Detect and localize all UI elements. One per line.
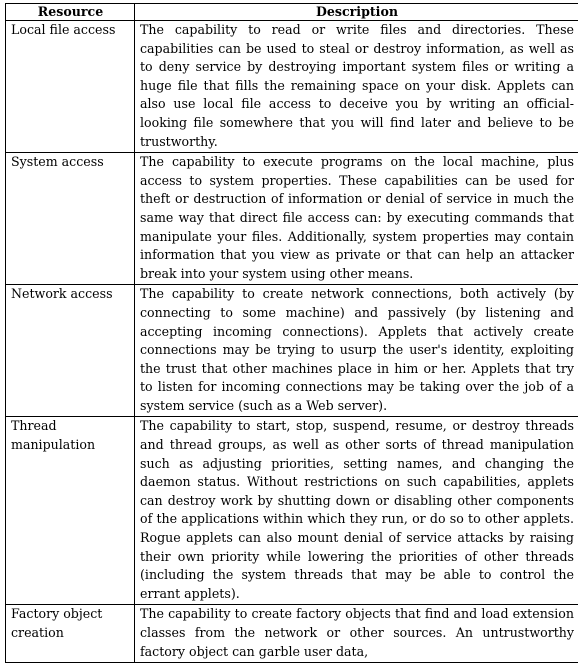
header-description: Description [135, 4, 579, 21]
resource-cell: Factory object creation [6, 605, 135, 663]
table-row [6, 605, 579, 663]
table-header-row [6, 4, 579, 21]
resource-cell: System access [6, 153, 135, 285]
table-row [6, 285, 579, 417]
description-cell: The capability to start, stop, suspend, resume, or destroy threads and thread groups, as well as other sorts of thread manipulation such as adjusting priorities, setting names, and changing the daemon status. Without restrictions on such capabilities, applets can destroy work by shutting down or disabling other components of the applications within which they run, or do so to other applets. Rogue applets can also mount denial of service attacks by raising their own priority while lowering the priorities of other threads (including the system threads that may be able to control the errant applets). [135, 417, 579, 605]
document-page [5, 3, 578, 666]
resource-table [5, 3, 578, 663]
table-row [6, 417, 579, 605]
table-row [6, 21, 579, 153]
table-row [6, 153, 579, 285]
resource-cell: Local file access [6, 21, 135, 153]
resource-cell: Network access [6, 285, 135, 417]
description-cell: The capability to create factory objects that find and load extension classes from the network or other sources. An untrustworthy factory object can garble user data, [135, 605, 579, 663]
description-cell: The capability to create network connections, both actively (by connecting to some machine) and passively (by listening and accepting incoming connections). Applets that actively create connections may be trying to usurp the user's identity, exploiting the trust that other machines place in him or her. Applets that try to listen for incoming connections may be taking over the job of a system service (such as a Web server). [135, 285, 579, 417]
description-cell: The capability to read or write files and directories. These capabilities can be used to steal or destroy information, as well as to deny service by destroying important system files or writing a huge file that fills the remaining space on your disk. Applets can also use local file access to deceive you by writing an official-looking file somewhere that you will find later and believe to be trustworthy. [135, 21, 579, 153]
description-cell: The capability to execute programs on the local machine, plus access to system properties. These capabilities can be used for theft or destruction of information or denial of service in much the same way that direct file access can: by executing commands that manipulate your files. Additionally, system properties may contain information that you view as private or that can help an attacker break into your system using other means. [135, 153, 579, 285]
resource-cell: Thread manipulation [6, 417, 135, 605]
header-resource: Resource [6, 4, 135, 21]
